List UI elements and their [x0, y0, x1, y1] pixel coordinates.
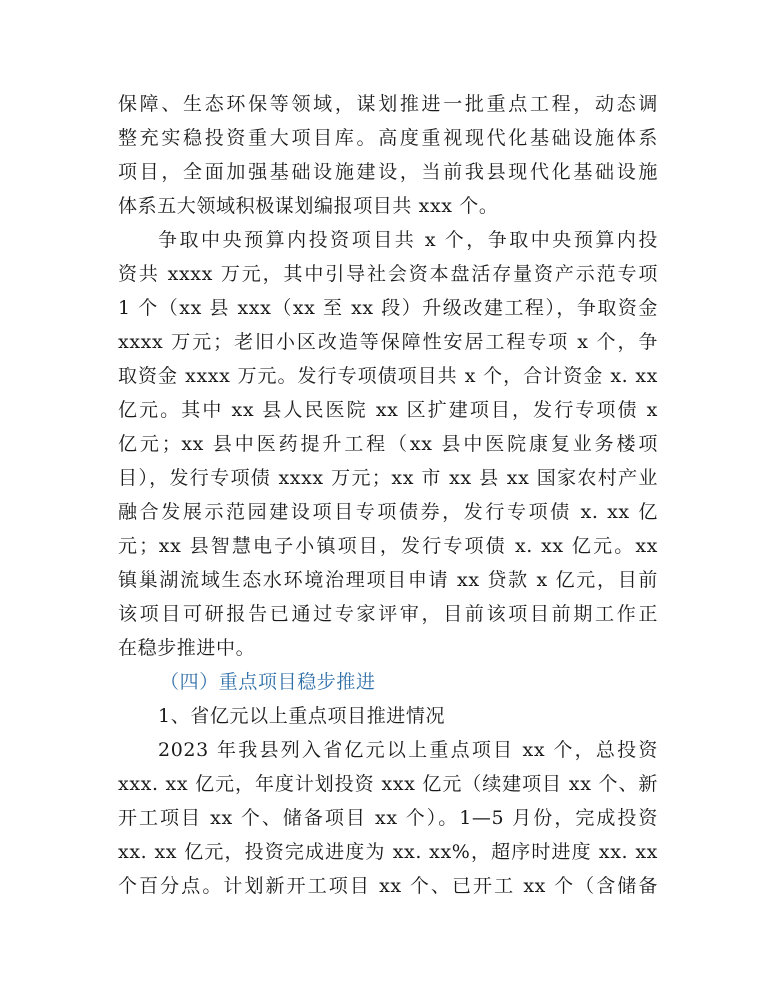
paragraph-line: 个百分点。计划新开工项目 xx 个、已开工 xx 个（含储备	[118, 875, 658, 897]
paragraph-line: 元；xx 县智慧电子小镇项目，发行专项债 x. xx 亿元。xx	[118, 535, 658, 557]
paragraph-line: 取资金 xxxx 万元。发行专项债项目共 x 个，合计资金 x. xx	[118, 365, 658, 387]
paragraph-line: 争取中央预算内投资项目共 x 个，争取中央预算内投	[158, 229, 658, 251]
paragraph-line: 项目，全面加强基础设施建设，当前我县现代化基础设施	[118, 161, 658, 183]
paragraph-line: 亿元；xx 县中医药提升工程（xx 县中医院康复业务楼项	[118, 433, 658, 455]
paragraph-line: 目），发行专项债 xxxx 万元；xx 市 xx 县 xx 国家农村产业	[118, 467, 658, 489]
paragraph-line: 在稳步推进中。	[118, 637, 256, 659]
paragraph-line: 镇巢湖流域生态水环境治理项目申请 xx 贷款 x 亿元，目前	[118, 569, 658, 591]
paragraph-line: xx. xx 亿元，投资完成进度为 xx. xx%，超序时进度 xx. xx	[118, 841, 658, 863]
section-heading: （四）重点项目稳步推进	[160, 671, 376, 693]
paragraph-line: 整充实稳投资重大项目库。高度重视现代化基础设施体系	[118, 127, 658, 149]
paragraph-line: 资共 xxxx 万元，其中引导社会资本盘活存量资产示范专项	[118, 263, 658, 285]
paragraph-line: 保障、生态环保等领域，谋划推进一批重点工程，动态调	[118, 93, 658, 115]
paragraph-line: xxxx 万元；老旧小区改造等保障性安居工程专项 x 个，争	[118, 331, 658, 353]
paragraph-line: 亿元。其中 xx 县人民医院 xx 区扩建项目，发行专项债 x	[118, 399, 658, 421]
paragraph-line: 1 个（xx 县 xxx（xx 至 xx 段）升级改建工程），争取资金	[118, 297, 658, 319]
paragraph-line: xxx. xx 亿元，年度计划投资 xxx 亿元（续建项目 xx 个、新	[118, 773, 658, 795]
paragraph-line: 开工项目 xx 个、储备项目 xx 个）。1—5 月份，完成投资	[118, 807, 658, 829]
paragraph-line: 该项目可研报告已通过专家评审，目前该项目前期工作正	[118, 603, 658, 625]
paragraph-line: 体系五大领域积极谋划编报项目共 xxx 个。	[118, 195, 499, 217]
paragraph-line: 融合发展示范园建设项目专项债券，发行专项债 x. xx 亿	[118, 501, 658, 523]
subsection-title: 1、省亿元以上重点项目推进情况	[158, 705, 446, 727]
paragraph-line: 2023 年我县列入省亿元以上重点项目 xx 个，总投资	[158, 739, 658, 761]
